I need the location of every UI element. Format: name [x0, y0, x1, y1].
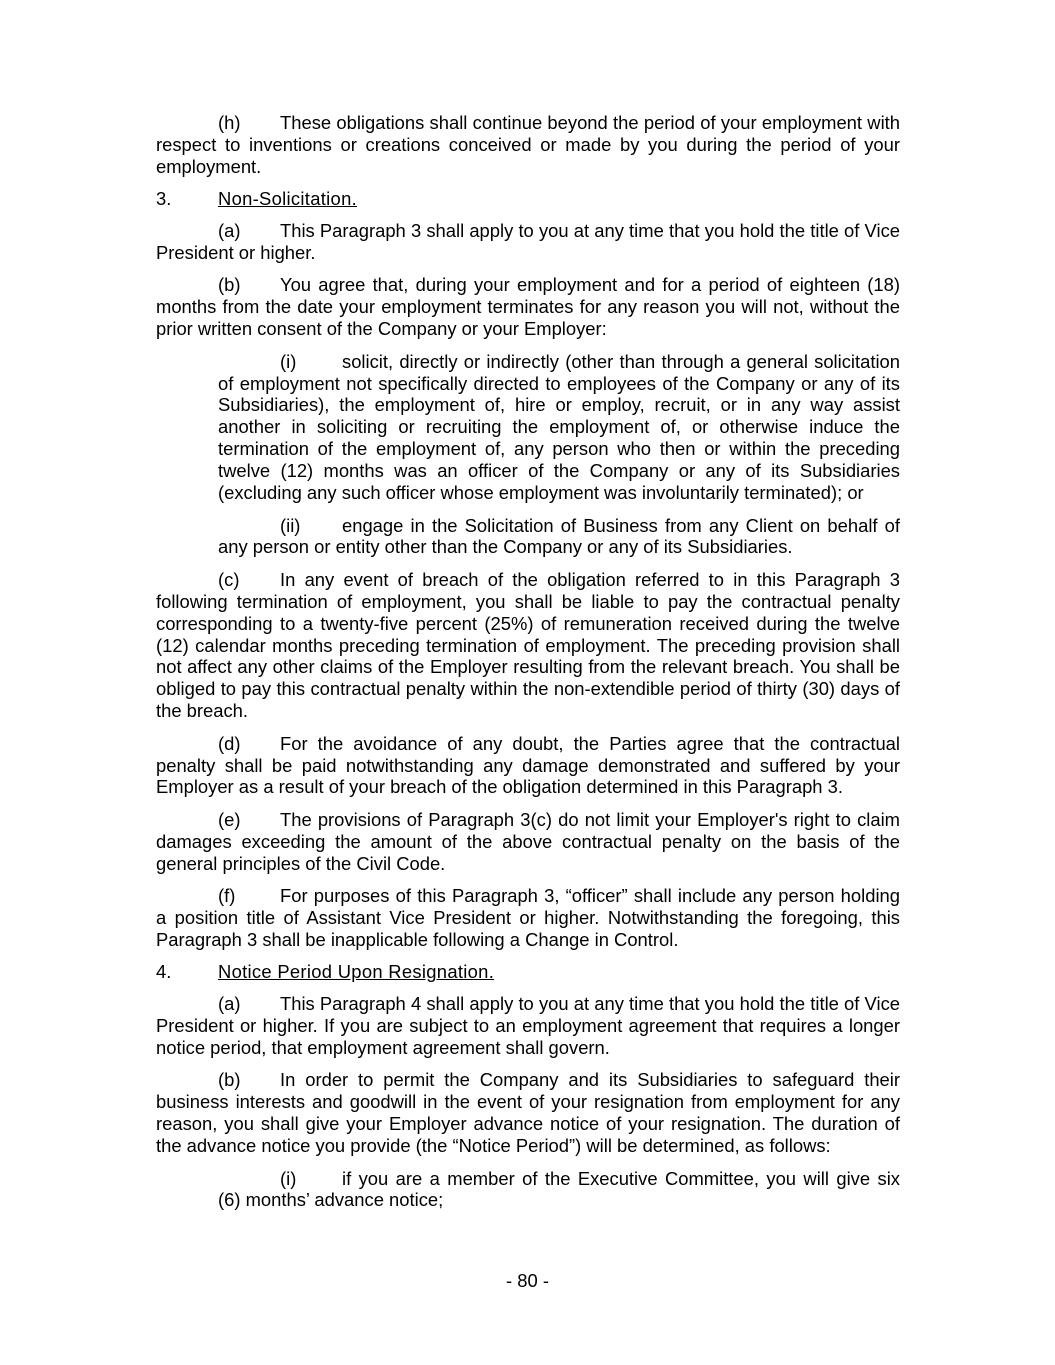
section-title: Notice Period Upon Resignation.	[218, 961, 495, 983]
paragraph-label: (c)	[218, 568, 240, 590]
paragraph-text: solicit, directly or indirectly (other than through a general solicitation of employment not specifically directed to employees of the Company or any of its Subsidiaries), the employment of, hire or employ, recruit, or in any way assist another in soliciting or recruiting the employment of, or otherwise induce the termination of the employment of, any person who then or within the preceding twelve (12) months was an officer of the Company or any of its Subsidiaries (excluding any such officer whose employment was involuntarily terminated); or	[218, 350, 900, 504]
paragraph-label: (h)	[218, 112, 241, 133]
section-title: Non-Solicitation.	[218, 188, 358, 210]
paragraph-text: For purposes of this Paragraph 3, “officer” shall include any person holding a position title of Assistant Vice President or higher. Notwithstanding the foregoing, this Paragraph 3 shall be inapplicable following a Change in Control.	[156, 885, 900, 950]
paragraph-4a	[156, 993, 900, 1059]
paragraph-label: (a)	[218, 993, 241, 1015]
paragraph-label: (a)	[218, 220, 241, 242]
paragraph-label: (i)	[280, 1167, 297, 1189]
paragraph-label: (ii)	[280, 514, 301, 536]
paragraph-text: The provisions of Paragraph 3(c) do not limit your Employer's right to claim damages exceeding the amount of the above contractual penalty on the basis of the general principles of the Civil Code.	[156, 808, 900, 874]
document-body	[156, 112, 900, 1222]
paragraph-label: (d)	[218, 732, 241, 754]
section-heading-3	[156, 188, 900, 210]
paragraph-text: You agree that, during your employment and for a period of eighteen (18) months from the date your employment terminates for any reason you will not, without the prior written consent of the Company or your Employer:	[156, 274, 900, 340]
paragraph-3d	[156, 733, 900, 799]
section-heading-4	[156, 961, 900, 983]
paragraph-3f	[156, 885, 900, 951]
paragraph-3c	[156, 569, 900, 722]
section-number: 3.	[156, 188, 172, 210]
paragraph-3b-ii	[218, 515, 900, 559]
paragraph-label: (i)	[280, 350, 297, 372]
paragraph-3a	[156, 220, 900, 264]
paragraph-text: For the avoidance of any doubt, the Parties agree that the contractual penalty shall be paid notwithstanding any damage demonstrated and suffered by your Employer as a result of your breach of the obligation determined in this Paragraph 3.	[156, 732, 900, 798]
paragraph-label: (f)	[218, 885, 236, 907]
paragraph-label: (b)	[218, 1069, 241, 1091]
paragraph-2h	[156, 112, 900, 178]
paragraph-text: These obligations shall continue beyond the period of your employment with respect to inventions or creations conceived or made by you during the period of your employment.	[156, 112, 900, 177]
paragraph-label: (e)	[218, 808, 241, 830]
paragraph-text: This Paragraph 3 shall apply to you at any time that you hold the title of Vice President or higher.	[156, 220, 900, 264]
paragraph-label: (b)	[218, 274, 241, 296]
paragraph-text: This Paragraph 4 shall apply to you at any time that you hold the title of Vice President or higher. If you are subject to an employment agreement that requires a longer notice period, that employment agreement shall govern.	[156, 993, 900, 1059]
paragraph-text: In any event of breach of the obligation referred to in this Paragraph 3 following termination of employment, you shall be liable to pay the contractual penalty corresponding to a twenty-five percent (25%) of remuneration received during the twelve (12) calendar months preceding termination of employment. The preceding provision shall not affect any other claims of the Employer resulting from the relevant breach. You shall be obliged to pay this contractual penalty within the non-extendible period of thirty (30) days of the breach.	[156, 568, 900, 722]
page-number: - 80 -	[506, 1270, 549, 1291]
paragraph-4b-i	[218, 1168, 900, 1212]
paragraph-text: engage in the Solicitation of Business from any Client on behalf of any person or entity other than the Company or any of its Subsidiaries.	[218, 514, 900, 558]
paragraph-3b	[156, 274, 900, 340]
paragraph-text: In order to permit the Company and its Subsidiaries to safeguard their business interests and goodwill in the event of your resignation from employment for any reason, you shall give your Employer advance notice of your resignation. The duration of the advance notice you provide (the “Notice Period”) will be determined, as follows:	[156, 1069, 900, 1157]
paragraph-4b	[156, 1069, 900, 1157]
section-number: 4.	[156, 961, 172, 983]
paragraph-text: if you are a member of the Executive Committee, you will give six (6) months’ advance notice;	[218, 1167, 900, 1211]
paragraph-3b-i	[218, 351, 900, 504]
paragraph-3e	[156, 809, 900, 875]
